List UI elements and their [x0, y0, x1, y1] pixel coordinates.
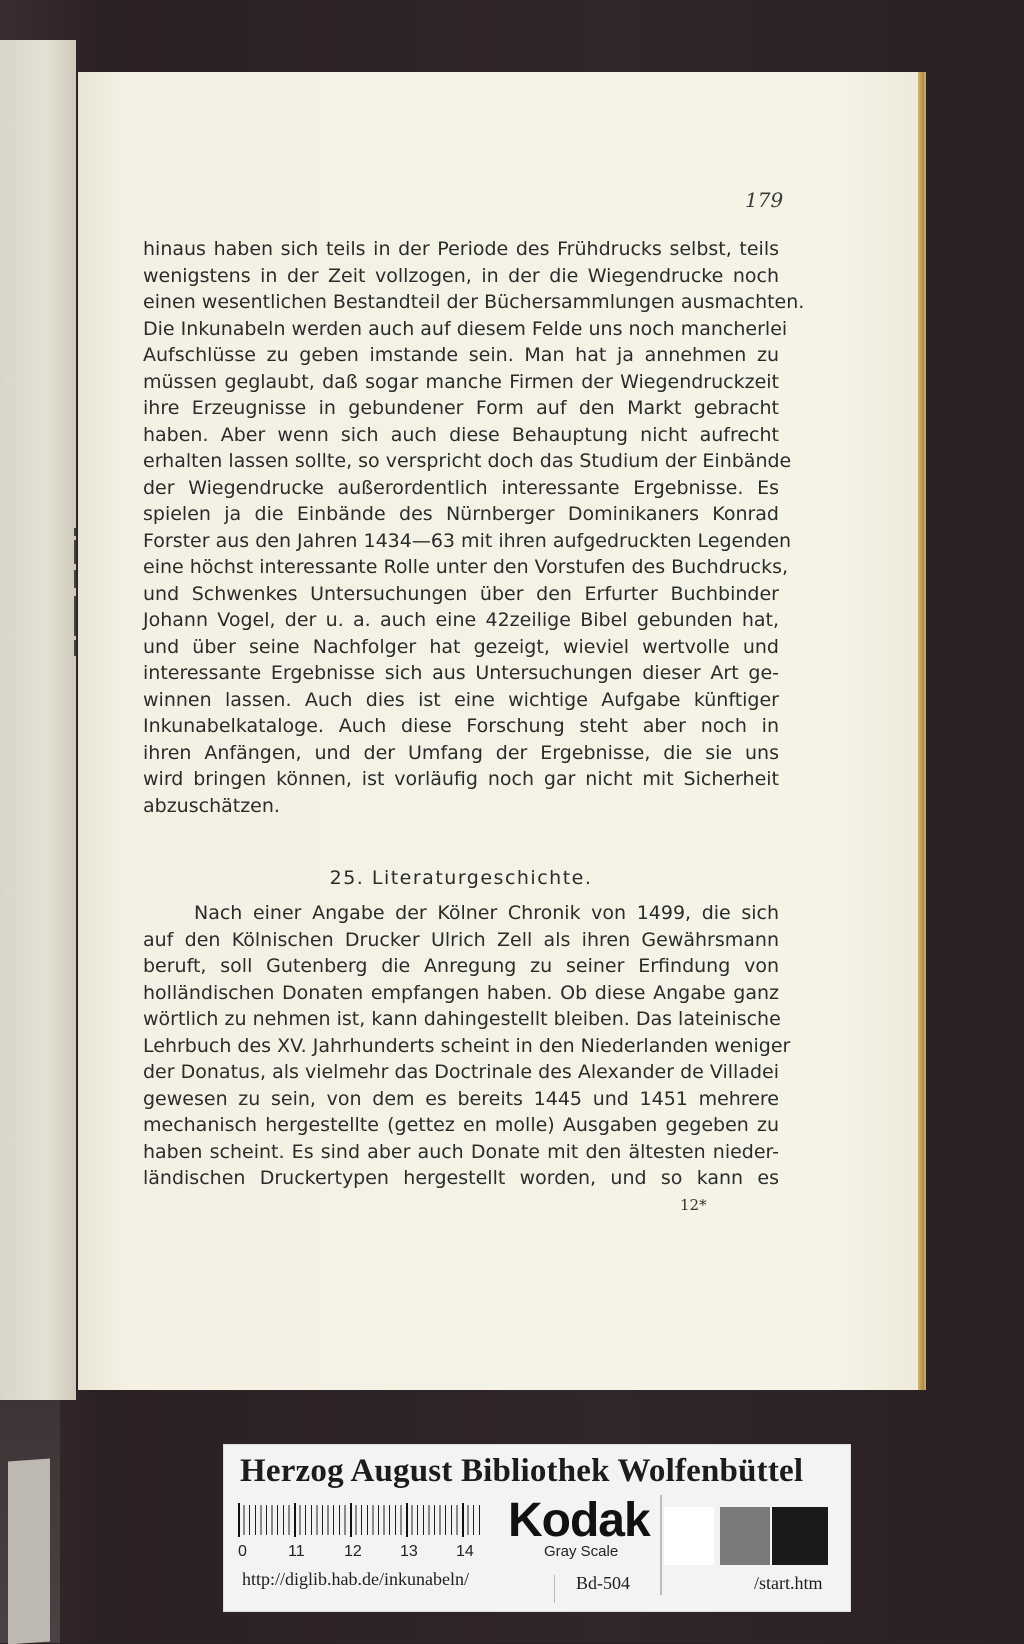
text-line: mechanisch hergestellte (gettez en molle) Ausgaben gegeben zu [143, 1114, 779, 1136]
margin-mark [74, 640, 76, 656]
gray-patch-black [772, 1507, 828, 1565]
text-line: ihren Anfängen, und der Umfang der Ergebnisse, die sie uns [143, 741, 779, 764]
margin-mark [74, 596, 76, 636]
text-line: wird bringen können, ist vorläufig noch gar nicht mit Sicherheit [143, 768, 779, 790]
page-gilt-edge [918, 72, 924, 1390]
ruler-label: 11 [288, 1543, 305, 1560]
ruler-tick [294, 1503, 296, 1537]
previous-page-edge [0, 40, 76, 1400]
ruler-tick [350, 1503, 352, 1537]
text-line: abzuschätzen. [143, 794, 280, 817]
margin-mark [74, 540, 76, 564]
text-line: müssen geglaubt, daß sogar manche Firmen der Wiegendruckzeit [143, 370, 779, 393]
text-line: beruft, soll Gutenberg die Anregung zu seiner Erfindung von [143, 955, 779, 977]
ruler-label: 13 [400, 1543, 418, 1560]
gray-scale-label: Gray Scale [544, 1543, 619, 1560]
paragraph-einbaende [143, 236, 805, 819]
text-line: interessante Ergebnisse sich aus Untersuchungen dieser Art ge- [143, 662, 779, 684]
text-line: winnen lassen. Auch dies ist eine wichtige Aufgabe künftiger [143, 688, 779, 711]
paragraph-literaturgeschichte [143, 900, 791, 1192]
url-left: http://diglib.hab.de/inkunabeln/ [242, 1569, 469, 1589]
text-line: der Wiegendrucke außerordentlich interessante Ergebnisse. Es [143, 476, 779, 499]
ruler-label: 12 [344, 1543, 362, 1560]
text-line: gewesen zu sein, von dem es bereits 1445 und 1451 mehrere [143, 1087, 779, 1110]
text-line: Inkunabelkataloge. Auch diese Forschung steht aber noch in [143, 715, 779, 737]
ruler-tick [462, 1503, 464, 1537]
margin-mark [74, 528, 76, 536]
card-separator [554, 1575, 555, 1603]
text-line: Nach einer Angabe der Kölner Chronik von 1499, die sich [194, 902, 779, 924]
text-line: haben scheint. Es sind aber auch Donate mit den ältesten nieder- [143, 1140, 779, 1163]
ruler-labels [238, 1543, 488, 1563]
text-line: ihre Erzeugnisse in gebundener Form auf den Markt gebracht [143, 397, 779, 419]
paper-strip [8, 1459, 50, 1644]
text-line: und Schwenkes Untersuchungen über den Erfurter Buchbinder [143, 582, 779, 605]
ruler-scale [238, 1505, 480, 1535]
text-line: haben. Aber wenn sich auch diese Behauptung nicht aufrecht [143, 423, 779, 446]
library-title: Herzog August Bibliothek Wolfenbüttel [240, 1453, 804, 1489]
gray-patch-mid [720, 1507, 770, 1565]
text-line: der Donatus, als vielmehr das Doctrinale des Alexander de Villadei [143, 1061, 779, 1083]
text-line: und über seine Nachfolger hat gezeigt, wieviel wertvolle und [143, 635, 779, 658]
text-line: Aufschlüsse zu geben imstande sein. Man hat ja annehmen zu [143, 344, 779, 366]
call-number: Bd-504 [576, 1573, 630, 1593]
text-line: Forster aus den Jahren 1434—63 mit ihren aufgedruckten Legenden [143, 529, 792, 552]
text-line: erhalten lassen sollte, so verspricht doch das Studium der Einbände [143, 450, 792, 472]
binding-shadow [0, 1400, 60, 1643]
printer-signature: 12* [680, 1196, 707, 1214]
text-line: wenigstens in der Zeit vollzogen, in der die Wiegendrucke noch [143, 264, 779, 287]
text-line: Lehrbuch des XV. Jahrhunderts scheint in den Niederlanden weniger [143, 1034, 791, 1057]
text-line: Johann Vogel, der u. a. auch eine 42zeilige Bibel gebunden hat, [143, 609, 779, 631]
text-line: auf den Kölnischen Drucker Ulrich Zell als ihren Gewährsmann [143, 928, 779, 951]
margin-mark [74, 570, 76, 588]
ruler-label: 14 [456, 1543, 474, 1560]
text-line: wörtlich zu nehmen ist, kann dahingestellt bleiben. Das lateinische [143, 1008, 781, 1030]
text-line: eine höchst interessante Rolle unter den Vorstufen des Buchdrucks, [143, 556, 789, 578]
kodak-logo: Kodak [508, 1494, 650, 1547]
url-right: /start.htm [754, 1573, 823, 1593]
text-line: hinaus haben sich teils in der Periode des Frühdrucks selbst, teils [143, 238, 779, 260]
card-divider [660, 1495, 662, 1595]
text-line: spielen ja die Einbände des Nürnberger Dominikaners Konrad [143, 503, 779, 525]
ruler-tick [406, 1503, 408, 1537]
section-heading: 25. Literaturgeschichte. [329, 867, 593, 889]
text-line: einen wesentlichen Bestandteil der Büchersammlungen ausmachten. [143, 291, 805, 313]
text-line: Die Inkunabeln werden auch auf diesem Felde uns noch mancherlei [143, 317, 788, 340]
page-number: 179 [745, 188, 784, 212]
ruler-label: 0 [238, 1543, 247, 1560]
color-calibration-card [224, 1445, 850, 1611]
text-line: holländischen Donaten empfangen haben. Ob diese Angabe ganz [143, 981, 779, 1004]
gray-patch-white [664, 1507, 714, 1565]
text-line: ländischen Druckertypen hergestellt worden, und so kann es [143, 1167, 779, 1189]
ruler-tick [238, 1503, 240, 1537]
